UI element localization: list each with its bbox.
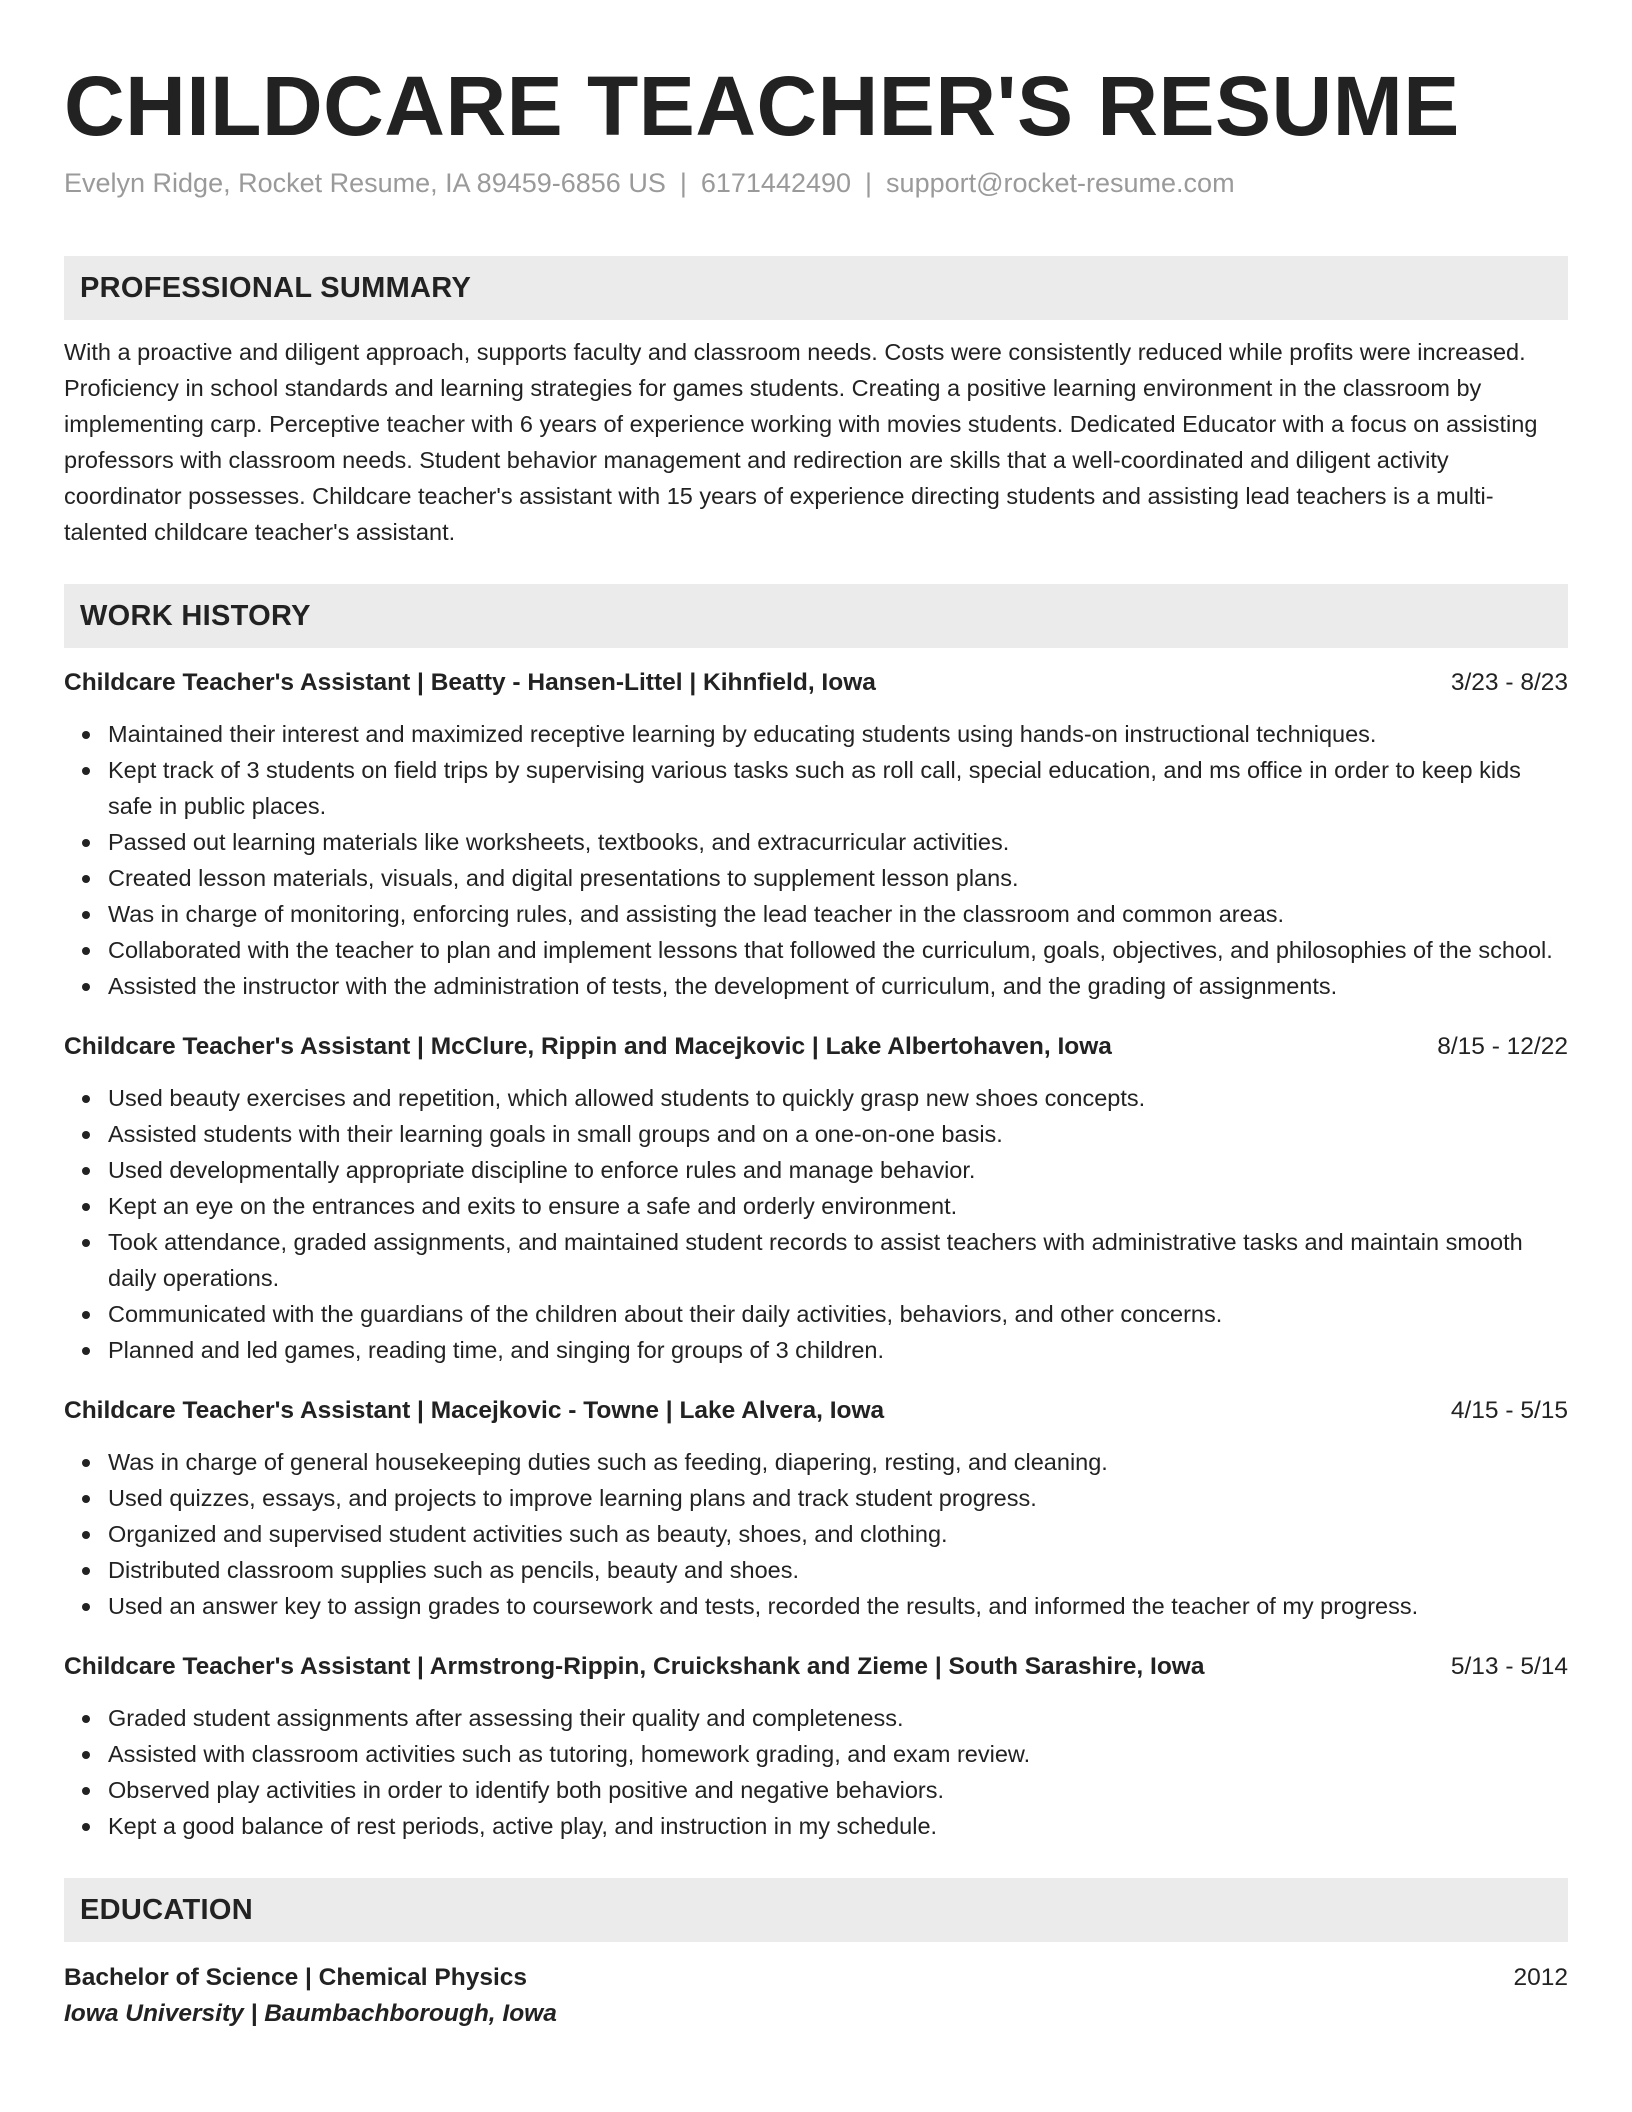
job-bullet-list <box>64 1444 1568 1624</box>
job-bullet: Used an answer key to assign grades to coursework and tests, recorded the results, and informed the teacher of my progress. <box>108 1588 1568 1624</box>
summary-section-header: PROFESSIONAL SUMMARY <box>64 256 1568 320</box>
job-title: Childcare Teacher's Assistant | McClure, Rippin and Macejkovic | Lake Albertohaven, Iowa <box>64 1033 1112 1060</box>
job-dates: 8/15 - 12/22 <box>1437 1033 1568 1060</box>
job-title: Childcare Teacher's Assistant | Macejkovic - Towne | Lake Alvera, Iowa <box>64 1397 885 1424</box>
job-bullet: Assisted with classroom activities such as tutoring, homework grading, and exam review. <box>108 1736 1568 1772</box>
job-entry <box>64 1394 1568 1624</box>
job-bullet: Assisted students with their learning goals in small groups and on a one-on-one basis. <box>108 1116 1568 1152</box>
job-bullet: Assisted the instructor with the administration of tests, the development of curriculum, and the grading of assignments. <box>108 968 1568 1004</box>
job-entry <box>64 666 1568 1004</box>
job-bullet-list <box>64 1700 1568 1844</box>
contact-line <box>64 166 1568 200</box>
contact-separator: | <box>865 168 873 198</box>
job-bullet-list <box>64 716 1568 1004</box>
job-bullet: Maintained their interest and maximized receptive learning by educating students using hands-on instructional techniques. <box>108 716 1568 752</box>
contact-phone: 6171442490 <box>700 168 852 198</box>
resume-title: CHILDCARE TEACHER'S RESUME <box>64 59 1460 153</box>
job-bullet: Observed play activities in order to identify both positive and negative behaviors. <box>108 1772 1568 1808</box>
education-heading-row <box>64 1960 1568 1996</box>
job-bullet: Kept track of 3 students on field trips by supervising various tasks such as roll call, special education, and ms office in order to keep kids safe in public places. <box>108 752 1568 824</box>
contact-separator: | <box>679 168 687 198</box>
job-bullet: Planned and led games, reading time, and singing for groups of 3 children. <box>108 1332 1568 1368</box>
job-bullet: Organized and supervised student activities such as beauty, shoes, and clothing. <box>108 1516 1568 1552</box>
job-dates: 4/15 - 5/15 <box>1450 1397 1568 1424</box>
job-bullet: Passed out learning materials like worksheets, textbooks, and extracurricular activities. <box>108 824 1568 860</box>
job-bullet: Used beauty exercises and repetition, which allowed students to quickly grasp new shoes concepts. <box>108 1080 1568 1116</box>
job-heading-row <box>64 666 1568 700</box>
job-heading-row <box>64 1394 1568 1428</box>
job-bullet: Took attendance, graded assignments, and maintained student records to assist teachers with administrative tasks and maintain smooth daily operations. <box>108 1224 1568 1296</box>
job-bullet: Collaborated with the teacher to plan and implement lessons that followed the curriculum, goals, objectives, and philosophies of the school. <box>108 932 1568 968</box>
work-history-section-header: WORK HISTORY <box>64 584 1568 648</box>
job-heading-row <box>64 1650 1568 1684</box>
job-title: Childcare Teacher's Assistant | Armstrong-Rippin, Cruickshank and Zieme | South Sarashire, Iowa <box>64 1653 1205 1680</box>
job-bullet-list <box>64 1080 1568 1368</box>
job-entry <box>64 1030 1568 1368</box>
job-bullet: Was in charge of monitoring, enforcing rules, and assisting the lead teacher in the classroom and common areas. <box>108 896 1568 932</box>
education-school: Iowa University | Baumbachborough, Iowa <box>64 2000 557 2027</box>
job-bullet: Kept a good balance of rest periods, active play, and instruction in my schedule. <box>108 1808 1568 1844</box>
contact-email: support@rocket-resume.com <box>886 168 1235 198</box>
job-dates: 5/13 - 5/14 <box>1450 1653 1568 1680</box>
job-title: Childcare Teacher's Assistant | Beatty - Hansen-Littel | Kihnfield, Iowa <box>64 669 876 696</box>
job-dates: 3/23 - 8/23 <box>1450 669 1568 696</box>
education-entry <box>64 1960 1568 2032</box>
job-bullet: Used developmentally appropriate discipline to enforce rules and manage behavior. <box>108 1152 1568 1188</box>
education-degree: Bachelor of Science | Chemical Physics <box>64 1964 528 1991</box>
job-entry <box>64 1650 1568 1844</box>
job-bullet: Graded student assignments after assessing their quality and completeness. <box>108 1700 1568 1736</box>
job-bullet: Communicated with the guardians of the children about their daily activities, behaviors, and other concerns. <box>108 1296 1568 1332</box>
job-bullet: Created lesson materials, visuals, and digital presentations to supplement lesson plans. <box>108 860 1568 896</box>
education-year: 2012 <box>1513 1964 1568 1991</box>
job-heading-row <box>64 1030 1568 1064</box>
summary-text: With a proactive and diligent approach, supports faculty and classroom needs. Costs were consistently reduced while profits were increased. Proficiency in school standards and learning strategies for games students. Creating a positive learning environment in the classroom by implementing carp. Perceptive teacher with 6 years of experience working with movies students. Dedicated Educator with a focus on assisting professors with classroom needs. Student behavior management and redirection are skills that a well-coordinated and diligent activity coordinator possesses. Childcare teacher's assistant with 15 years of experience directing students and assisting lead teachers is a multi-talented childcare teacher's assistant. <box>64 339 1538 545</box>
job-bullet: Used quizzes, essays, and projects to improve learning plans and track student progress. <box>108 1480 1568 1516</box>
job-bullet: Kept an eye on the entrances and exits to ensure a safe and orderly environment. <box>108 1188 1568 1224</box>
education-section-header: EDUCATION <box>64 1878 1568 1942</box>
work-history-list <box>64 666 1568 1844</box>
contact-address: Evelyn Ridge, Rocket Resume, IA 89459-6856 US <box>64 168 666 198</box>
job-bullet: Distributed classroom supplies such as pencils, beauty and shoes. <box>108 1552 1568 1588</box>
job-bullet: Was in charge of general housekeeping duties such as feeding, diapering, resting, and cleaning. <box>108 1444 1568 1480</box>
